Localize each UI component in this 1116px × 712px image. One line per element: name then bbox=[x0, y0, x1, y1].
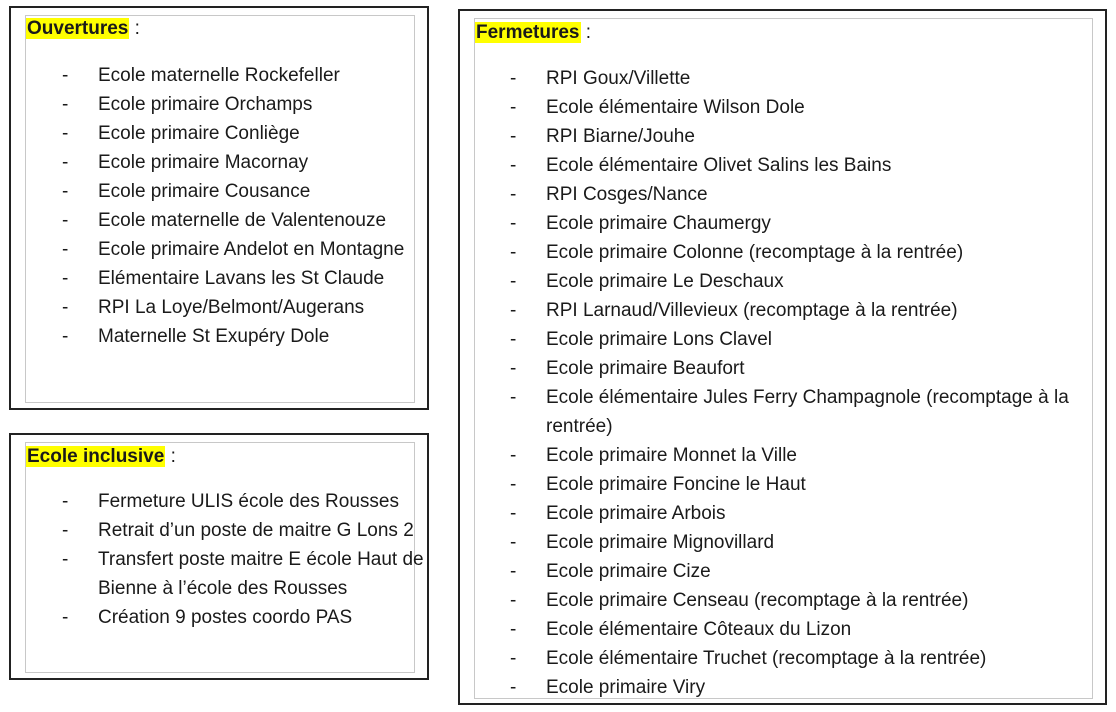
list-bullet-dash: - bbox=[510, 271, 517, 292]
list-item bbox=[510, 586, 1096, 615]
list-item-text: Ecole primaire Conliège bbox=[98, 123, 300, 144]
list-bullet-dash: - bbox=[62, 549, 69, 570]
list-item-text: Ecole primaire Foncine le Haut bbox=[546, 474, 806, 495]
list-item-text: Ecole primaire Censeau (recomptage à la rentrée) bbox=[546, 590, 969, 611]
ecole-inclusive-panel bbox=[9, 433, 429, 680]
list-item bbox=[62, 119, 424, 148]
list-item-text: RPI Biarne/Jouhe bbox=[546, 126, 695, 147]
list-bullet-dash: - bbox=[510, 329, 517, 350]
list-item bbox=[510, 470, 1096, 499]
list-bullet-dash: - bbox=[62, 152, 69, 173]
list-item-text: Ecole primaire Cize bbox=[546, 561, 711, 582]
list-item-text: Ecole primaire Cousance bbox=[98, 181, 311, 202]
ouvertures-title: Ouvertures bbox=[27, 18, 129, 39]
list-bullet-dash: - bbox=[62, 297, 69, 318]
list-bullet-dash: - bbox=[510, 590, 517, 611]
list-item-text: Ecole primaire Arbois bbox=[546, 503, 726, 524]
list-item bbox=[510, 122, 1096, 151]
list-bullet-dash: - bbox=[510, 561, 517, 582]
list-item bbox=[510, 644, 1096, 673]
list-item bbox=[510, 325, 1096, 354]
list-item-text: RPI Goux/Villette bbox=[546, 68, 691, 89]
list-bullet-dash: - bbox=[510, 474, 517, 495]
list-bullet-dash: - bbox=[62, 491, 69, 512]
list-item bbox=[62, 293, 424, 322]
list-bullet-dash: - bbox=[510, 503, 517, 524]
list-item-text: Ecole élémentaire Olivet Salins les Bains bbox=[546, 155, 892, 176]
ecole-inclusive-list bbox=[62, 487, 424, 632]
list-item-text: Ecole primaire Orchamps bbox=[98, 94, 313, 115]
list-item-text: Fermeture ULIS école des Rousses bbox=[98, 491, 399, 512]
list-bullet-dash: - bbox=[62, 326, 69, 347]
list-item bbox=[510, 238, 1096, 267]
list-item bbox=[62, 487, 424, 516]
list-bullet-dash: - bbox=[510, 155, 517, 176]
list-item-text: Ecole primaire Lons Clavel bbox=[546, 329, 772, 350]
list-item bbox=[62, 148, 424, 177]
list-bullet-dash: - bbox=[510, 619, 517, 640]
list-bullet-dash: - bbox=[62, 123, 69, 144]
list-item-text: Elémentaire Lavans les St Claude bbox=[98, 268, 385, 289]
list-bullet-dash: - bbox=[510, 126, 517, 147]
ecole-inclusive-colon: : bbox=[165, 446, 176, 467]
list-item-text: Ecole primaire Beaufort bbox=[546, 358, 745, 379]
list-item-text: Ecole primaire Monnet la Ville bbox=[546, 445, 797, 466]
list-bullet-dash: - bbox=[510, 445, 517, 466]
list-item-text: Ecole élémentaire Jules Ferry Champagnole (recomptage à la rentrée) bbox=[546, 387, 1069, 437]
list-item bbox=[510, 383, 1096, 441]
list-item bbox=[62, 206, 424, 235]
list-bullet-dash: - bbox=[62, 607, 69, 628]
list-item bbox=[510, 64, 1096, 93]
ouvertures-colon: : bbox=[129, 18, 140, 39]
list-item bbox=[510, 296, 1096, 325]
list-item-text: Transfert poste maitre E école Haut de Bienne à l’école des Rousses bbox=[98, 549, 424, 599]
list-item-text: Ecole primaire Viry bbox=[546, 677, 706, 698]
fermetures-heading bbox=[475, 20, 591, 46]
list-item bbox=[62, 603, 424, 632]
list-item-text: Ecole maternelle Rockefeller bbox=[98, 65, 340, 86]
list-item-text: RPI Larnaud/Villevieux (recomptage à la rentrée) bbox=[546, 300, 958, 321]
list-item-text: RPI Cosges/Nance bbox=[546, 184, 708, 205]
list-bullet-dash: - bbox=[510, 358, 517, 379]
list-item bbox=[510, 557, 1096, 586]
list-item bbox=[510, 93, 1096, 122]
list-bullet-dash: - bbox=[62, 520, 69, 541]
list-bullet-dash: - bbox=[510, 97, 517, 118]
list-item bbox=[510, 151, 1096, 180]
list-item-text: Création 9 postes coordo PAS bbox=[98, 607, 353, 628]
list-item-text: Retrait d’un poste de maitre G Lons 2 bbox=[98, 520, 414, 541]
list-item-text: Ecole élémentaire Côteaux du Lizon bbox=[546, 619, 852, 640]
list-bullet-dash: - bbox=[510, 68, 517, 89]
list-item bbox=[62, 235, 424, 264]
list-item bbox=[510, 615, 1096, 644]
list-item bbox=[510, 267, 1096, 296]
list-item bbox=[510, 441, 1096, 470]
list-item bbox=[510, 673, 1096, 702]
list-bullet-dash: - bbox=[510, 532, 517, 553]
ouvertures-panel bbox=[9, 6, 429, 410]
list-item-text: Ecole primaire Macornay bbox=[98, 152, 309, 173]
list-bullet-dash: - bbox=[510, 213, 517, 234]
fermetures-list bbox=[510, 64, 1096, 702]
list-item bbox=[510, 354, 1096, 383]
list-item bbox=[62, 90, 424, 119]
ouvertures-list bbox=[62, 61, 424, 351]
list-item bbox=[510, 180, 1096, 209]
list-item-text: Ecole primaire Andelot en Montagne bbox=[98, 239, 405, 260]
list-item bbox=[62, 177, 424, 206]
fermetures-colon: : bbox=[580, 22, 592, 43]
list-item bbox=[510, 499, 1096, 528]
ecole-inclusive-title: Ecole inclusive bbox=[27, 446, 165, 467]
list-item-text: Ecole primaire Le Deschaux bbox=[546, 271, 784, 292]
list-bullet-dash: - bbox=[62, 210, 69, 231]
list-item bbox=[62, 516, 424, 545]
list-item-text: Maternelle St Exupéry Dole bbox=[98, 326, 330, 347]
list-bullet-dash: - bbox=[62, 65, 69, 86]
list-item-text: Ecole élémentaire Truchet (recomptage à la rentrée) bbox=[546, 648, 987, 669]
list-bullet-dash: - bbox=[62, 239, 69, 260]
list-item-text: Ecole élémentaire Wilson Dole bbox=[546, 97, 805, 118]
list-bullet-dash: - bbox=[510, 242, 517, 263]
list-bullet-dash: - bbox=[62, 181, 69, 202]
ecole-inclusive-heading bbox=[26, 444, 176, 470]
list-item bbox=[62, 264, 424, 293]
list-bullet-dash: - bbox=[62, 268, 69, 289]
list-bullet-dash: - bbox=[510, 648, 517, 669]
list-item bbox=[62, 545, 424, 603]
list-item bbox=[62, 61, 424, 90]
list-bullet-dash: - bbox=[510, 387, 517, 408]
list-bullet-dash: - bbox=[510, 184, 517, 205]
list-item bbox=[510, 528, 1096, 557]
list-bullet-dash: - bbox=[510, 300, 517, 321]
list-item-text: Ecole maternelle de Valentenouze bbox=[98, 210, 387, 231]
list-item bbox=[62, 322, 424, 351]
list-bullet-dash: - bbox=[510, 677, 517, 698]
list-bullet-dash: - bbox=[62, 94, 69, 115]
fermetures-panel bbox=[458, 9, 1107, 705]
list-item-text: RPI La Loye/Belmont/Augerans bbox=[98, 297, 365, 318]
list-item-text: Ecole primaire Colonne (recomptage à la rentrée) bbox=[546, 242, 964, 263]
list-item-text: Ecole primaire Chaumergy bbox=[546, 213, 771, 234]
list-item-text: Ecole primaire Mignovillard bbox=[546, 532, 775, 553]
ouvertures-heading bbox=[26, 16, 140, 42]
list-item bbox=[510, 209, 1096, 238]
fermetures-title: Fermetures bbox=[476, 22, 580, 43]
